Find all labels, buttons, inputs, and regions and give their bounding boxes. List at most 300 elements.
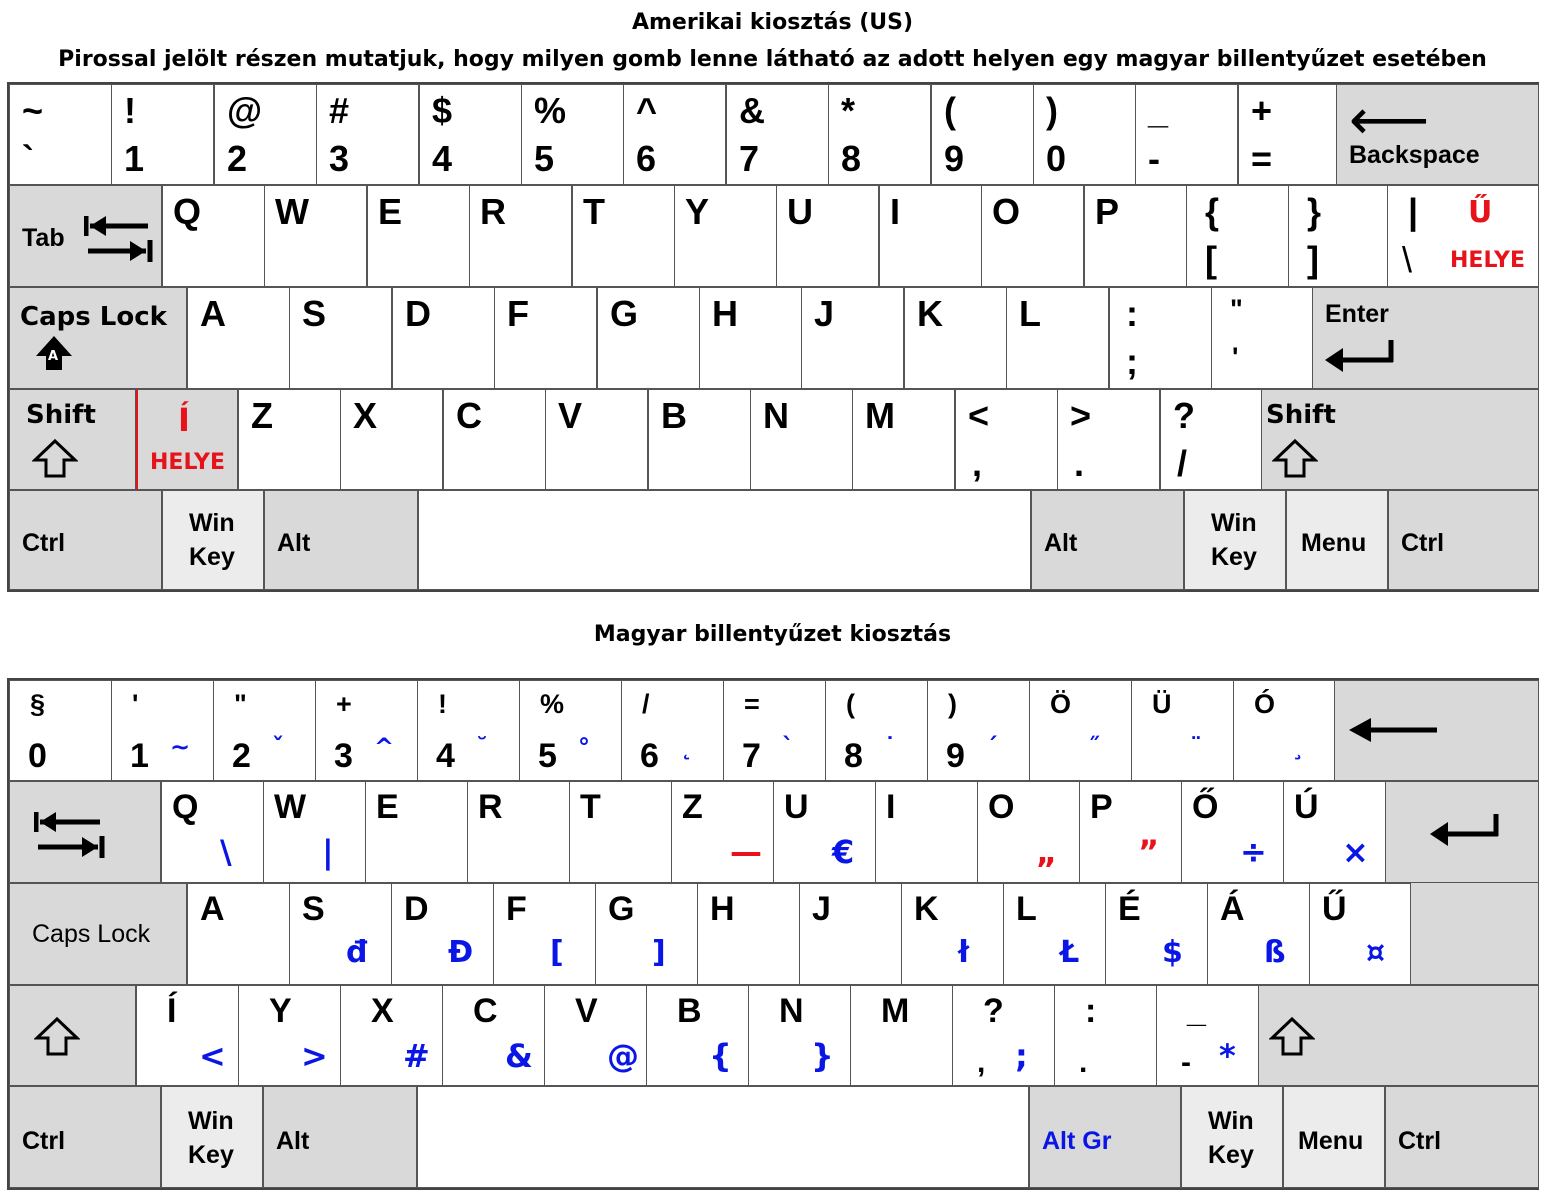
hu-key-row1-3[interactable] bbox=[315, 680, 418, 781]
us-key-letter-21[interactable] bbox=[443, 389, 546, 490]
us-key-win-left[interactable] bbox=[162, 490, 264, 590]
key-altgr-char: | bbox=[322, 833, 334, 871]
key-bottom-char: 8 bbox=[844, 737, 863, 775]
key-letter: L bbox=[1016, 890, 1037, 928]
us-key-letter-13[interactable] bbox=[494, 287, 597, 389]
hu-key-row4-5[interactable] bbox=[646, 985, 749, 1086]
key-label: Alt bbox=[277, 529, 311, 557]
hu-place-note: HELYE bbox=[1450, 248, 1525, 273]
key-bottom-char: - bbox=[1181, 1046, 1191, 1079]
key-altgr-char: ´ bbox=[986, 733, 998, 761]
key-bottom-char: . bbox=[1074, 443, 1085, 484]
us-key-letter-6[interactable] bbox=[776, 185, 879, 287]
key-letter: R bbox=[480, 191, 506, 232]
us-key-row1-10[interactable] bbox=[1033, 84, 1136, 185]
hu-key-letter-17[interactable] bbox=[697, 883, 800, 985]
us-key-row1-6[interactable] bbox=[623, 84, 726, 185]
key-letter: T bbox=[583, 191, 605, 232]
key-top-char: / bbox=[642, 689, 650, 719]
key-top-char: Y bbox=[269, 992, 292, 1030]
us-key-bracket-0[interactable] bbox=[1186, 185, 1289, 287]
hu-key-row1-11[interactable] bbox=[1131, 680, 1234, 781]
key-letter: I bbox=[886, 788, 896, 826]
key-letter: A bbox=[200, 890, 225, 928]
us-key-menu[interactable] bbox=[1286, 490, 1388, 590]
hu-key-letter-13[interactable] bbox=[289, 883, 392, 985]
us-key-letter-19[interactable] bbox=[238, 389, 341, 490]
hu-key-letter-1[interactable] bbox=[263, 781, 366, 883]
key-top-char: { bbox=[1205, 191, 1220, 232]
key-altgr-char: — bbox=[730, 833, 762, 871]
us-key-row1-0[interactable] bbox=[9, 84, 112, 185]
key-top-char: _ bbox=[1148, 90, 1169, 131]
us-key-row1-1[interactable] bbox=[111, 84, 214, 185]
hu-key-shift-right[interactable] bbox=[1258, 985, 1539, 1086]
hu-key-row4-8[interactable] bbox=[952, 985, 1055, 1086]
key-letter: O bbox=[992, 191, 1021, 232]
key-top-char: Ó bbox=[1254, 689, 1276, 719]
key-bottom-char: ` bbox=[22, 138, 34, 179]
hu-key-row4-6[interactable] bbox=[748, 985, 851, 1086]
us-key-pipe[interactable] bbox=[1387, 185, 1539, 287]
key-letter: Z bbox=[251, 395, 273, 436]
us-key-letter-15[interactable] bbox=[699, 287, 802, 389]
key-letter: I bbox=[890, 191, 901, 232]
us-key-row1-9[interactable] bbox=[931, 84, 1034, 185]
key-letter: G bbox=[610, 293, 639, 334]
us-key-letter-18[interactable] bbox=[1006, 287, 1109, 389]
hu-key-letter-20[interactable] bbox=[1003, 883, 1106, 985]
us-key-letter-12[interactable] bbox=[392, 287, 495, 389]
hu-key-row1-2[interactable] bbox=[213, 680, 316, 781]
us-key-alt-right[interactable] bbox=[1031, 490, 1184, 590]
us-key-bracket-1[interactable] bbox=[1288, 185, 1391, 287]
enter-arrow-icon bbox=[1426, 812, 1502, 852]
key-letter: T bbox=[580, 788, 601, 826]
caps-lock-arrow-icon bbox=[34, 334, 74, 374]
hu-key-row4-9[interactable] bbox=[1054, 985, 1157, 1086]
hu-key-altgr[interactable] bbox=[1029, 1086, 1181, 1188]
key-top-char: > bbox=[1070, 395, 1092, 436]
hu-key-letter-19[interactable] bbox=[901, 883, 1004, 985]
backspace-arrow-icon: ⟵ bbox=[1349, 88, 1430, 153]
key-letter: G bbox=[608, 890, 635, 928]
key-label: Alt bbox=[276, 1127, 310, 1155]
key-top-char: ! bbox=[438, 689, 447, 719]
us-key-space[interactable] bbox=[418, 490, 1031, 590]
key-altgr-char: > bbox=[301, 1037, 328, 1075]
key-top-char: % bbox=[534, 90, 567, 131]
key-letter: P bbox=[1095, 191, 1120, 232]
hu-key-row4-7[interactable] bbox=[850, 985, 953, 1086]
hu-key-letter-7[interactable] bbox=[875, 781, 978, 883]
hu-key-ctrl-right[interactable] bbox=[1385, 1086, 1539, 1188]
us-key-quote[interactable] bbox=[1211, 287, 1314, 389]
key-label: Menu bbox=[1301, 529, 1367, 557]
key-top-char: % bbox=[540, 689, 565, 719]
key-bottom-char: 5 bbox=[534, 138, 555, 179]
key-top-char: Ü bbox=[1152, 689, 1172, 719]
us-key-letter-11[interactable] bbox=[289, 287, 392, 389]
hu-key-letter-2[interactable] bbox=[365, 781, 468, 883]
key-letter: S bbox=[302, 293, 327, 334]
hu-key-enter-bottom[interactable] bbox=[1410, 883, 1539, 985]
us-key-tab[interactable] bbox=[9, 185, 162, 287]
key-top-char: < bbox=[968, 395, 990, 436]
key-letter: E bbox=[378, 191, 403, 232]
us-key-row1-2[interactable] bbox=[214, 84, 317, 185]
hu-key-ctrl-left[interactable] bbox=[9, 1086, 161, 1188]
hu-key-letter-6[interactable] bbox=[773, 781, 876, 883]
key-altgr-char: ˇ bbox=[272, 733, 284, 761]
enter-arrow-icon bbox=[1321, 338, 1397, 378]
key-altgr-char: { bbox=[709, 1037, 732, 1075]
key-top-char: ? bbox=[1173, 395, 1195, 436]
key-bottom-char: 8 bbox=[841, 138, 862, 179]
us-key-row1-5[interactable] bbox=[521, 84, 624, 185]
key-altgr-char: ˙ bbox=[884, 733, 896, 761]
key-top-char: ) bbox=[948, 689, 957, 719]
hu-key-letter-0[interactable] bbox=[161, 781, 264, 883]
key-letter: Ú bbox=[1294, 788, 1319, 826]
key-altgr-char: ˝ bbox=[1088, 733, 1100, 761]
key-top-char: : bbox=[1085, 992, 1097, 1030]
key-letter: N bbox=[763, 395, 789, 436]
us-key-row1-12[interactable] bbox=[1238, 84, 1341, 185]
key-altgr-char: & bbox=[505, 1037, 533, 1075]
key-letter: Q bbox=[172, 788, 199, 826]
hu-place-note: HELYE bbox=[150, 450, 225, 475]
hu-key-enter-top[interactable] bbox=[1385, 781, 1539, 883]
hu-key-row1-0[interactable] bbox=[9, 680, 112, 781]
key-top-char: = bbox=[744, 689, 760, 719]
us-key-letter-20[interactable] bbox=[340, 389, 443, 490]
key-label-line2: Key bbox=[188, 1141, 234, 1169]
us-key-letter-22[interactable] bbox=[545, 389, 648, 490]
us-key-letter-25[interactable] bbox=[852, 389, 955, 490]
key-top-char: " bbox=[234, 689, 247, 719]
key-letter: R bbox=[478, 788, 503, 826]
key-label: Enter bbox=[1325, 300, 1389, 328]
key-label-line2: Key bbox=[1211, 543, 1257, 571]
hu-key-win-right[interactable] bbox=[1181, 1086, 1283, 1188]
key-letter: F bbox=[506, 890, 527, 928]
hu-key-letter-5[interactable] bbox=[671, 781, 774, 883]
hu-key-row1-9[interactable] bbox=[927, 680, 1030, 781]
key-bottom-char: = bbox=[1251, 138, 1273, 179]
key-letter: O bbox=[988, 788, 1015, 826]
us-key-alt-left[interactable] bbox=[264, 490, 418, 590]
key-bottom-char: 0 bbox=[1046, 138, 1067, 179]
hu-key-row1-8[interactable] bbox=[825, 680, 928, 781]
key-label-line1: Win bbox=[1208, 1107, 1254, 1135]
us-key-letter-3[interactable] bbox=[469, 185, 572, 287]
hu-key-row1-7[interactable] bbox=[723, 680, 826, 781]
key-top-char: ( bbox=[846, 689, 855, 719]
key-top-char: ( bbox=[944, 90, 956, 131]
key-letter: Ő bbox=[1192, 788, 1219, 826]
key-top-char: C bbox=[473, 992, 498, 1030]
us-key-row1-11[interactable] bbox=[1135, 84, 1238, 185]
us-key-letter-16[interactable] bbox=[801, 287, 904, 389]
hu-layout-title: Magyar billentyűzet kiosztás bbox=[593, 622, 952, 647]
hu-key-row1-10[interactable] bbox=[1029, 680, 1132, 781]
key-top-char: M bbox=[881, 992, 910, 1030]
us-key-punct-1[interactable] bbox=[1057, 389, 1160, 490]
hu-key-menu[interactable] bbox=[1283, 1086, 1385, 1188]
us-key-row1-3[interactable] bbox=[316, 84, 419, 185]
key-label: Menu bbox=[1298, 1127, 1364, 1155]
key-bottom-char: ] bbox=[1307, 239, 1319, 280]
key-bottom-char: 9 bbox=[944, 138, 965, 179]
key-letter: K bbox=[917, 293, 943, 334]
hu-key-row4-3[interactable] bbox=[442, 985, 545, 1086]
key-letter: W bbox=[274, 788, 307, 826]
key-altgr-char: ÷ bbox=[1240, 833, 1267, 871]
key-top-char: ! bbox=[124, 90, 136, 131]
key-letter: P bbox=[1090, 788, 1113, 826]
key-bottom-char: 7 bbox=[742, 737, 761, 775]
key-altgr-char: ¨ bbox=[1190, 733, 1202, 761]
us-layout-subtitle: Pirossal jelölt részen mutatjuk, hogy milyen gomb lenne látható az adott helyen egy magyar billentyűzet esetében bbox=[58, 47, 1487, 72]
key-top-char: ) bbox=[1046, 90, 1058, 131]
us-key-iso-slot[interactable] bbox=[136, 389, 238, 490]
us-key-enter[interactable] bbox=[1312, 287, 1539, 389]
hu-key-row4-4[interactable] bbox=[544, 985, 647, 1086]
us-key-row1-4[interactable] bbox=[419, 84, 522, 185]
key-top-char: § bbox=[30, 689, 46, 719]
key-bottom-char: - bbox=[1148, 138, 1160, 179]
key-bottom-char: 2 bbox=[227, 138, 248, 179]
us-key-ctrl-right[interactable] bbox=[1388, 490, 1539, 590]
key-altgr-char: @ bbox=[607, 1037, 639, 1075]
key-label: Shift bbox=[1266, 400, 1336, 430]
us-key-letter-0[interactable] bbox=[162, 185, 265, 287]
us-key-letter-17[interactable] bbox=[904, 287, 1007, 389]
key-label: Backspace bbox=[1349, 141, 1480, 169]
hu-key-row4-1[interactable] bbox=[238, 985, 341, 1086]
key-bottom-char: 7 bbox=[739, 138, 760, 179]
hu-key-letter-23[interactable] bbox=[1309, 883, 1412, 985]
key-label: Caps Lock bbox=[32, 920, 151, 948]
key-bottom-char: 1 bbox=[130, 737, 149, 775]
hu-key-row1-6[interactable] bbox=[621, 680, 724, 781]
us-key-punct-2[interactable] bbox=[1160, 389, 1263, 490]
us-key-letter-23[interactable] bbox=[648, 389, 751, 490]
key-top-char: + bbox=[1251, 90, 1273, 131]
hu-key-letter-10[interactable] bbox=[1181, 781, 1284, 883]
key-top-char: + bbox=[336, 689, 352, 719]
key-bottom-char: 1 bbox=[124, 138, 145, 179]
key-altgr-char: „ bbox=[1036, 833, 1058, 871]
key-altgr-char: ] bbox=[652, 935, 666, 970]
key-top-char: _ bbox=[1187, 992, 1206, 1030]
hu-key-row4-10[interactable] bbox=[1156, 985, 1259, 1086]
key-letter: H bbox=[710, 890, 735, 928]
key-altgr-char: ~ bbox=[170, 733, 191, 761]
key-label-line2: Key bbox=[1208, 1141, 1254, 1169]
hu-key-row4-0[interactable] bbox=[136, 985, 239, 1086]
hu-key-caps-lock[interactable] bbox=[9, 883, 187, 985]
key-letter: M bbox=[865, 395, 895, 436]
us-key-caps-lock[interactable] bbox=[9, 287, 187, 389]
key-bottom-char: 6 bbox=[636, 138, 657, 179]
key-bottom-char: ; bbox=[1126, 341, 1138, 382]
key-label-line1: Win bbox=[1211, 509, 1257, 537]
hu-key-letter-4[interactable] bbox=[569, 781, 672, 883]
hu-key-letter-22[interactable] bbox=[1207, 883, 1310, 985]
key-letter: U bbox=[787, 191, 813, 232]
key-letter: V bbox=[558, 395, 583, 436]
key-label-line1: Win bbox=[189, 509, 235, 537]
key-bottom-char: ' bbox=[1232, 342, 1239, 372]
shift-arrow-icon bbox=[34, 1016, 80, 1058]
key-altgr-char: ^ bbox=[374, 733, 395, 761]
key-top-char: Ö bbox=[1050, 689, 1072, 719]
hu-key-letter-14[interactable] bbox=[391, 883, 494, 985]
key-letter: A bbox=[200, 293, 226, 334]
us-keyboard bbox=[7, 82, 1539, 592]
key-altgr-char: ˛ bbox=[680, 733, 692, 761]
key-top-char: : bbox=[1126, 293, 1138, 334]
us-key-letter-10[interactable] bbox=[187, 287, 290, 389]
key-letter: B bbox=[661, 395, 687, 436]
hu-key-row4-2[interactable] bbox=[340, 985, 443, 1086]
key-letter: H bbox=[712, 293, 738, 334]
key-altgr-char: ` bbox=[782, 733, 794, 761]
hu-key-alt-left[interactable] bbox=[263, 1086, 417, 1188]
key-letter: X bbox=[353, 395, 378, 436]
key-altgr-char: ˘ bbox=[476, 733, 488, 761]
hu-key-letter-18[interactable] bbox=[799, 883, 902, 985]
us-key-ctrl-left[interactable] bbox=[9, 490, 162, 590]
key-altgr-char: × bbox=[1342, 833, 1369, 871]
us-key-letter-1[interactable] bbox=[264, 185, 367, 287]
us-key-colon[interactable] bbox=[1109, 287, 1212, 389]
hu-key-letter-15[interactable] bbox=[493, 883, 596, 985]
us-key-letter-24[interactable] bbox=[750, 389, 853, 490]
hu-key-letter-16[interactable] bbox=[595, 883, 698, 985]
key-letter: Á bbox=[1220, 890, 1245, 928]
key-bottom-char: 2 bbox=[232, 737, 251, 775]
key-letter: D bbox=[405, 293, 431, 334]
key-letter: U bbox=[784, 788, 809, 826]
us-key-letter-2[interactable] bbox=[367, 185, 470, 287]
key-letter: Q bbox=[173, 191, 202, 232]
key-letter: D bbox=[404, 890, 429, 928]
hu-key-letter-8[interactable] bbox=[977, 781, 1080, 883]
hu-key-letter-12[interactable] bbox=[187, 883, 290, 985]
key-label: Ctrl bbox=[22, 529, 66, 557]
hu-key-backspace[interactable] bbox=[1334, 680, 1539, 781]
key-altgr-char: ß bbox=[1264, 935, 1286, 970]
hu-key-row1-12[interactable] bbox=[1233, 680, 1336, 781]
hu-key-letter-11[interactable] bbox=[1283, 781, 1386, 883]
hu-key-shift-left[interactable] bbox=[9, 985, 136, 1086]
key-altgr-char: Đ bbox=[448, 935, 474, 970]
key-bottom-char: 4 bbox=[436, 737, 455, 775]
key-top-char: N bbox=[779, 992, 804, 1030]
key-top-char: & bbox=[739, 90, 765, 131]
key-letter: S bbox=[302, 890, 325, 928]
us-key-win-right[interactable] bbox=[1184, 490, 1286, 590]
key-altgr-char: ł bbox=[958, 935, 970, 970]
key-letter: É bbox=[1118, 890, 1141, 928]
us-layout-title: Amerikai kiosztás (US) bbox=[631, 10, 914, 35]
tab-arrows-icon bbox=[34, 806, 106, 862]
key-bottom-char: , bbox=[977, 1046, 986, 1079]
key-altgr-char: ; bbox=[1015, 1037, 1028, 1075]
hu-keyboard bbox=[7, 678, 1539, 1190]
key-letter: K bbox=[914, 890, 939, 928]
hu-key-row1-1[interactable] bbox=[111, 680, 214, 781]
key-altgr-char: Ł bbox=[1060, 935, 1080, 970]
key-letter: E bbox=[376, 788, 399, 826]
hu-key-win-left[interactable] bbox=[161, 1086, 263, 1188]
key-bottom-char: 6 bbox=[640, 737, 659, 775]
key-letter: W bbox=[275, 191, 309, 232]
key-label: Shift bbox=[26, 400, 96, 430]
key-altgr-char: ” bbox=[1138, 833, 1160, 871]
key-letter: Ű bbox=[1322, 890, 1347, 928]
key-altgr-char: ° bbox=[578, 733, 590, 761]
us-key-letter-5[interactable] bbox=[674, 185, 777, 287]
us-key-row1-7[interactable] bbox=[726, 84, 829, 185]
key-label: Alt bbox=[1044, 529, 1078, 557]
hu-key-letter-9[interactable] bbox=[1079, 781, 1182, 883]
us-key-backspace[interactable] bbox=[1336, 84, 1539, 185]
us-key-letter-4[interactable] bbox=[572, 185, 675, 287]
key-letter: Y bbox=[685, 191, 710, 232]
us-key-letter-14[interactable] bbox=[597, 287, 700, 389]
key-label: Ctrl bbox=[1398, 1127, 1442, 1155]
shift-arrow-icon bbox=[1269, 1016, 1315, 1058]
key-top-char: ' bbox=[132, 689, 139, 719]
hu-key-letter-3[interactable] bbox=[467, 781, 570, 883]
key-bottom-char: / bbox=[1177, 443, 1188, 484]
us-key-letter-9[interactable] bbox=[1084, 185, 1187, 287]
us-key-shift-left[interactable] bbox=[9, 389, 136, 490]
key-top-char: ^ bbox=[636, 90, 658, 131]
us-key-shift-right[interactable] bbox=[1261, 389, 1539, 490]
key-letter: Z bbox=[682, 788, 703, 826]
tab-arrows-icon bbox=[84, 210, 154, 266]
key-bottom-char: , bbox=[972, 443, 983, 484]
hu-key-space[interactable] bbox=[417, 1086, 1029, 1188]
hu-key-letter-21[interactable] bbox=[1105, 883, 1208, 985]
key-bottom-char: 9 bbox=[946, 737, 965, 775]
us-key-letter-7[interactable] bbox=[879, 185, 982, 287]
key-letter: F bbox=[507, 293, 529, 334]
key-top-char: # bbox=[329, 90, 350, 131]
svg-text:A: A bbox=[48, 349, 59, 364]
key-altgr-char: } bbox=[811, 1037, 834, 1075]
us-key-letter-8[interactable] bbox=[981, 185, 1084, 287]
shift-arrow-icon bbox=[1272, 438, 1318, 480]
key-top-char: } bbox=[1307, 191, 1322, 232]
key-bottom-char: \ bbox=[1402, 239, 1413, 280]
hu-key-tab[interactable] bbox=[9, 781, 161, 883]
key-altgr-char: [ bbox=[550, 935, 564, 970]
hu-key-row1-5[interactable] bbox=[519, 680, 622, 781]
key-altgr-char: $ bbox=[1162, 935, 1183, 970]
key-altgr-char: * bbox=[1219, 1037, 1236, 1075]
us-key-row1-8[interactable] bbox=[828, 84, 931, 185]
key-label: Tab bbox=[22, 224, 65, 252]
key-label: Ctrl bbox=[1401, 529, 1445, 557]
hu-key-row1-4[interactable] bbox=[417, 680, 520, 781]
us-key-punct-0[interactable] bbox=[955, 389, 1058, 490]
